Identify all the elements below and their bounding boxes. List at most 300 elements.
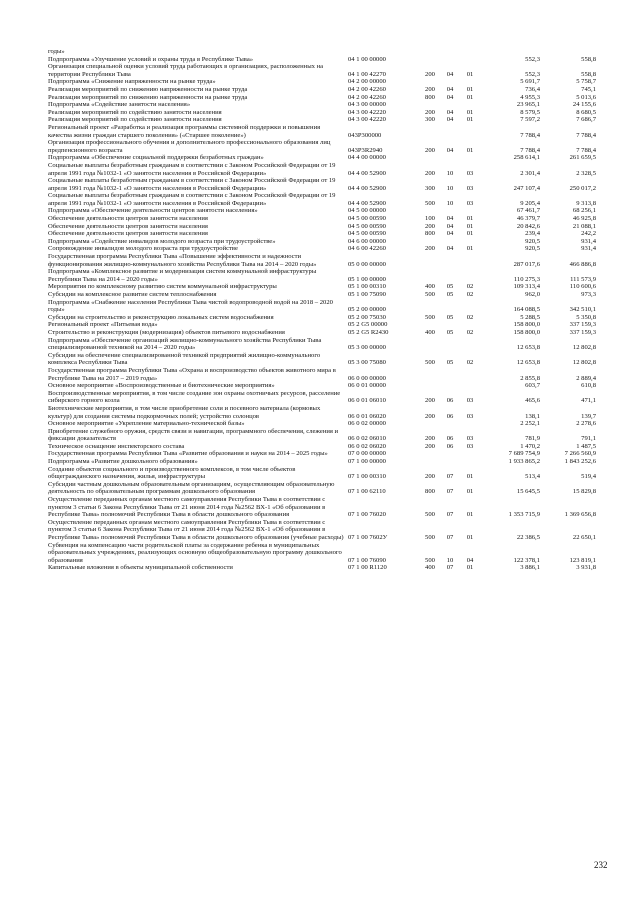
row-target-code: 07 1 00 00000	[348, 458, 386, 466]
row-amount-2021: 250 017,2	[569, 184, 596, 192]
row-section: 10	[446, 184, 454, 192]
row-amount-2021: 558,8	[581, 55, 596, 63]
row-name: Реализация мероприятий по содействию занятости населения	[48, 108, 222, 116]
row-amount-2020: 513,4	[525, 473, 540, 481]
row-section: 07	[446, 511, 454, 519]
table-row	[48, 519, 616, 542]
row-target-code: 04 3 00 42220	[348, 108, 386, 116]
row-expense-type: 400	[425, 564, 435, 572]
row-target-code: 04 4 00 52900	[348, 199, 386, 207]
budget-table	[48, 48, 616, 572]
table-row	[48, 109, 616, 117]
table-row	[48, 564, 616, 572]
row-amount-2020: 5 691,7	[520, 78, 540, 86]
table-row	[48, 542, 616, 565]
row-name: Осуществление переданных органам местного самоуправления Республики Тыва в соответствии с пунктом 3 статьи 6 Закона Республики Тыва от 21 июня 2014 года №2562 ВХ-1 «Об образовании в Республике Тыва» полномочий Республики Тыва в области дошкольного образования	[48, 496, 326, 519]
row-target-code: 06 0 00 00000	[348, 374, 386, 382]
row-expense-type: 200	[425, 222, 435, 230]
row-section: 04	[446, 108, 454, 116]
row-section: 04	[446, 215, 454, 223]
row-subsection: 03	[466, 397, 474, 405]
row-amount-2021: 46 925,8	[572, 215, 596, 223]
table-row	[48, 230, 616, 238]
row-target-code: 04 2 00 42260	[348, 93, 386, 101]
row-section: 06	[446, 397, 454, 405]
row-name: Биотехнические мероприятия, в том числе приобретение соли и посевного материала (кормовых культур) для создания системы подкормочных полей; устройство солонцов	[48, 404, 321, 420]
row-section: 05	[446, 283, 454, 291]
table-row	[48, 63, 616, 78]
row-subsection: 02	[466, 359, 474, 367]
row-name: Основное мероприятие «Укрепление материально-технической базы»	[48, 420, 245, 428]
row-name: Субсидии на комплексное развитие систем теплоснабжения	[48, 291, 217, 298]
row-target-code: 07 1 00 76020	[348, 511, 386, 519]
row-amount-2021: 337 159,3	[569, 328, 596, 336]
row-amount-2021: 110 600,6	[569, 283, 596, 291]
row-name: Реализация мероприятий по снижению напряженности на рынке труда	[48, 85, 248, 93]
row-amount-2020: 2 252,1	[520, 420, 540, 428]
row-subsection: 01	[466, 245, 474, 253]
row-amount-2021: 337 159,3	[569, 321, 596, 329]
row-name: Социальные выплаты безработным гражданам в соответствии с Законом Российской Федерации от 19 апреля 1991 года №1032-1 «О занятости населения в Российской Федерации»	[48, 177, 336, 192]
row-amount-2020: 158 800,0	[513, 321, 540, 329]
row-section: 06	[446, 442, 454, 450]
row-name: Подпрограмма «Обеспечение деятельности центров занятости населения»	[48, 207, 258, 215]
table-row	[48, 299, 616, 314]
table-row	[48, 329, 616, 337]
row-expense-type: 300	[425, 116, 435, 124]
row-expense-type: 200	[425, 435, 435, 443]
row-subsection: 01	[466, 534, 474, 541]
row-amount-2021: 466 886,8	[569, 260, 596, 268]
row-target-code: 07 1 00 62110	[348, 488, 386, 496]
table-row	[48, 450, 616, 458]
row-subsection: 03	[466, 169, 474, 177]
row-amount-2020: 164 088,5	[513, 306, 540, 314]
row-amount-2021: 1 487,5	[576, 442, 596, 450]
row-expense-type: 200	[425, 85, 435, 93]
row-expense-type: 200	[425, 108, 435, 116]
row-target-code: 04 5 00 00590	[348, 222, 386, 230]
row-amount-2020: 7 689 754,9	[508, 450, 540, 458]
row-section: 06	[446, 412, 454, 420]
row-target-code: 07 1 00 00310	[348, 473, 386, 481]
row-amount-2020: 603,7	[525, 382, 540, 390]
row-amount-2020: 465,6	[525, 397, 540, 405]
row-target-code: 05 1 00 00000	[348, 275, 386, 283]
row-name: Обеспечение деятельности центров занятости населения	[48, 222, 208, 230]
row-section: 05	[446, 328, 454, 336]
row-target-code: 04 6 00 00000	[348, 237, 386, 245]
row-section: 10	[446, 199, 454, 207]
row-target-code: 04 1 00 42270	[348, 70, 386, 78]
table-row	[48, 496, 616, 519]
row-section: 07	[446, 534, 454, 541]
table-row	[48, 253, 616, 268]
row-name: Субсидии на обеспечение специализированной техникой предприятий жилищно-коммунального комплекса Республики Тыва	[48, 351, 321, 367]
table-row	[48, 48, 616, 56]
table-row	[48, 390, 616, 405]
row-section: 06	[446, 435, 454, 443]
row-expense-type: 500	[425, 511, 435, 519]
row-target-code: 07 1 00 7602У	[348, 534, 388, 541]
table-row	[48, 268, 616, 283]
row-amount-2021: 15 829,8	[572, 488, 596, 496]
row-amount-2021: 7 788,4	[576, 146, 596, 154]
row-amount-2020: 22 386,5	[516, 534, 540, 541]
table-row	[48, 101, 616, 109]
table-row	[48, 405, 616, 420]
row-amount-2021: 2 889,4	[576, 374, 596, 382]
row-subsection: 03	[466, 412, 474, 420]
row-expense-type: 500	[425, 291, 435, 298]
row-amount-2020: 122 378,1	[513, 556, 540, 564]
row-subsection: 01	[466, 222, 474, 230]
row-amount-2020: 8 579,5	[520, 108, 540, 116]
table-row	[48, 223, 616, 231]
row-target-code: 043P300000	[348, 131, 382, 139]
row-target-code: 06 0 02 06020	[348, 442, 386, 450]
row-expense-type: 400	[425, 328, 435, 336]
row-amount-2020: 247 107,4	[513, 184, 540, 192]
row-name: Реализация мероприятий по снижению напряженности на рынке труда	[48, 93, 248, 101]
row-section: 05	[446, 313, 454, 321]
row-target-code: 06 0 01 06020	[348, 412, 386, 420]
table-row	[48, 124, 616, 139]
row-amount-2021: 5 350,8	[576, 313, 596, 321]
row-subsection: 02	[466, 328, 474, 336]
row-amount-2021: 2 328,5	[576, 169, 596, 177]
row-subsection: 02	[466, 291, 474, 298]
row-amount-2020: 7 788,4	[520, 131, 540, 139]
row-amount-2020: 46 379,7	[516, 215, 540, 223]
row-target-code: 07 1 00 R1120	[348, 564, 387, 572]
row-subsection: 01	[466, 116, 474, 124]
row-amount-2021: 791,1	[581, 435, 596, 443]
row-target-code: 05 2 00 75030	[348, 313, 386, 321]
table-row	[48, 86, 616, 94]
row-amount-2021: 68 256,1	[572, 207, 596, 215]
row-expense-type: 500	[425, 556, 435, 564]
row-target-code: 04 2 00 00000	[348, 78, 386, 86]
row-section: 04	[446, 116, 454, 124]
row-amount-2021: 2 278,6	[576, 420, 596, 428]
row-name: Создание объектов социального и производственного комплексов, в том числе объектов общегражданского назначения, жилья, инфраструктуры	[48, 465, 296, 481]
row-amount-2021: 111 573,9	[570, 275, 596, 283]
row-name: Подпрограмма «Обеспечение социальной поддержки безработных граждан»	[48, 154, 264, 162]
row-name: Подпрограмма «Развитие дошкольного образования»	[48, 458, 198, 466]
row-amount-2021: 3 931,8	[576, 564, 596, 572]
row-amount-2020: 158 800,0	[513, 328, 540, 336]
row-target-code: 06 0 02 00000	[348, 420, 386, 428]
row-target-code: 04 3 00 42220	[348, 116, 386, 124]
row-target-code: 05 2 G5 00000	[348, 321, 388, 329]
row-section: 05	[446, 359, 454, 367]
row-subsection: 03	[466, 199, 474, 207]
row-expense-type: 500	[425, 359, 435, 367]
row-amount-2021: 519,4	[581, 473, 596, 481]
row-name: Основное мероприятие «Воспроизводственные и биотехнические мероприятия»	[48, 382, 275, 390]
table-row	[48, 481, 616, 496]
row-expense-type: 500	[425, 534, 435, 541]
row-name: Организация профессионального обучения и дополнительного профессионального образования лиц предпенсионного возраста	[48, 139, 331, 154]
row-amount-2020: 2 855,8	[520, 374, 540, 382]
row-amount-2021: 5 758,7	[576, 78, 596, 86]
row-amount-2021: 558,8	[581, 70, 596, 78]
table-row	[48, 458, 616, 466]
row-name: Региональный проект «Разработка и реализация программы системной поддержки и повышения качества жизни граждан старшего поколения» («Старшее поколение»)	[48, 123, 321, 139]
row-target-code: 04 4 00 52900	[348, 184, 386, 192]
row-expense-type: 300	[425, 184, 435, 192]
row-amount-2020: 239,4	[525, 230, 540, 238]
row-expense-type: 500	[425, 199, 435, 207]
table-row	[48, 162, 616, 177]
row-amount-2020: 1 470,2	[520, 442, 540, 450]
row-name: Воспроизводственные мероприятия, в том числе создание зон охраны охотничьих ресурсов, расселение сибирского горного козла	[48, 389, 341, 405]
table-row	[48, 428, 616, 443]
row-name: Организация специальной оценки условий труда работающих в организациях, расположенных на территории Республики Тыва	[48, 63, 324, 78]
table-row	[48, 154, 616, 162]
table-row	[48, 238, 616, 246]
row-section: 07	[446, 473, 454, 481]
row-name: Подпрограмма «Содействие занятости населения»	[48, 101, 191, 109]
row-amount-2021: 7 788,4	[576, 131, 596, 139]
row-subsection: 01	[466, 215, 474, 223]
row-subsection: 01	[466, 93, 474, 101]
row-target-code: 04 4 00 00000	[348, 154, 386, 162]
row-target-code: 06 0 02 06010	[348, 435, 386, 443]
table-row	[48, 291, 616, 299]
row-amount-2020: 920,5	[525, 237, 540, 245]
row-subsection: 01	[466, 70, 474, 78]
row-amount-2020: 920,5	[525, 245, 540, 253]
row-amount-2021: 1 843 252,6	[564, 458, 596, 466]
row-amount-2021: 12 802,8	[572, 344, 596, 352]
row-amount-2020: 12 653,8	[516, 359, 540, 367]
row-section: 07	[446, 488, 454, 496]
row-amount-2021: 242,2	[581, 230, 596, 238]
table-row	[48, 420, 616, 428]
row-subsection: 04	[466, 556, 474, 564]
row-amount-2020: 287 017,6	[513, 260, 540, 268]
row-name: Строительство и реконструкция (модернизация) объектов питьевого водоснабжения	[48, 328, 285, 336]
row-amount-2021: 22 650,1	[572, 534, 596, 541]
row-expense-type: 200	[425, 442, 435, 450]
table-row	[48, 139, 616, 154]
row-expense-type: 200	[425, 473, 435, 481]
row-amount-2021: 12 802,8	[572, 359, 596, 367]
row-amount-2020: 962,0	[525, 291, 540, 298]
row-name: Субсидии на строительство и реконструкцию локальных систем водоснабжения	[48, 313, 274, 321]
row-amount-2020: 138,1	[525, 412, 540, 420]
row-name: Подпрограмма «Улучшение условий и охраны труда в Республике Тыва»	[48, 55, 254, 63]
row-target-code: 05 0 00 00000	[348, 260, 386, 268]
row-amount-2020: 67 461,7	[516, 207, 540, 215]
row-subsection: 01	[466, 564, 474, 572]
row-amount-2020: 20 842,6	[516, 222, 540, 230]
row-subsection: 01	[466, 230, 474, 238]
row-target-code: 05 1 00 75090	[348, 291, 386, 298]
row-section: 04	[446, 230, 454, 238]
row-expense-type: 200	[425, 146, 435, 154]
row-subsection: 03	[466, 442, 474, 450]
table-row	[48, 367, 616, 382]
row-amount-2021: 931,4	[581, 237, 596, 245]
table-row	[48, 283, 616, 291]
table-row	[48, 443, 616, 451]
row-name: Социальные выплаты безработным гражданам в соответствии с Законом Российской Федерации от 19 апреля 1991 года №1032-1 «О занятости населения в Российской Федерации»	[48, 192, 336, 207]
table-row	[48, 78, 616, 86]
row-amount-2021: 21 088,1	[572, 222, 596, 230]
row-expense-type: 200	[425, 245, 435, 253]
row-amount-2021: 745,1	[581, 85, 596, 93]
table-row	[48, 192, 616, 207]
row-expense-type: 200	[425, 397, 435, 405]
row-section: 04	[446, 146, 454, 154]
row-section: 10	[446, 556, 454, 564]
row-name: Обеспечение деятельности центров занятости населения	[48, 215, 208, 223]
row-name: Государственная программа Республики Тыва «Повышение эффективности и надежности функционирования жилищно-коммунального хозяйства Республики Тыва на 2014 – 2020 годы»	[48, 253, 317, 268]
row-expense-type: 400	[425, 283, 435, 291]
row-amount-2020: 7 788,4	[520, 146, 540, 154]
row-name: Реализация мероприятий по содействию занятости населения	[48, 116, 222, 124]
row-amount-2020: 1 933 865,2	[508, 458, 540, 466]
row-amount-2021: 139,7	[581, 412, 596, 420]
row-section: 04	[446, 70, 454, 78]
row-name: Государственная программа Республики Тыва «Охрана и воспроизводство объектов животного мира в Республике Тыва на 2017 – 2019 годы»	[48, 366, 336, 382]
row-subsection: 03	[466, 184, 474, 192]
row-amount-2020: 12 653,8	[516, 344, 540, 352]
row-expense-type: 200	[425, 169, 435, 177]
table-row	[48, 382, 616, 390]
row-name: Капитальные вложения в объекты муниципальной собственности	[48, 564, 233, 572]
row-target-code: 05 2 00 00000	[348, 306, 386, 314]
row-amount-2020: 3 886,1	[520, 564, 540, 572]
row-amount-2021: 7 686,7	[576, 116, 596, 124]
row-target-code: 043P3R2940	[348, 146, 383, 154]
row-name: Субвенция на компенсацию части родительской платы за содержание ребенка в муниципальных образовательных учреждениях, реализующих основную общеобразовательную программу дошкольного образования	[48, 541, 342, 564]
table-row	[48, 466, 616, 481]
row-name: Субсидии частным дошкольным образовательным организациям, осуществляющим образовательную деятельность по образовательным программам дошкольного образования	[48, 480, 335, 496]
row-amount-2020: 2 301,4	[520, 169, 540, 177]
row-section: 04	[446, 245, 454, 253]
row-subsection: 01	[466, 511, 474, 519]
row-name: Техническое оснащение инспекторского состава	[48, 442, 185, 450]
row-amount-2021: 9 313,8	[576, 199, 596, 207]
row-amount-2021: 7 266 560,9	[564, 450, 596, 458]
row-amount-2020: 4 955,3	[520, 93, 540, 101]
row-amount-2020: 552,3	[525, 55, 540, 63]
table-row	[48, 56, 616, 64]
row-name: Подпрограмма «Снабжение населения Республики Тыва чистой водопроводной водой на 2018 – 2020 годы»	[48, 298, 333, 314]
row-expense-type: 200	[425, 70, 435, 78]
row-amount-2020: 110 275,3	[513, 275, 540, 283]
row-target-code: 04 5 00 00590	[348, 215, 386, 223]
row-name: Подпрограмма «Содействие инвалидов молодого возраста при трудоустройстве»	[48, 237, 276, 245]
row-subsection: 01	[466, 85, 474, 93]
row-target-code: 04 2 00 42260	[348, 85, 386, 93]
row-expense-type: 100	[425, 215, 435, 223]
table-row	[48, 314, 616, 322]
row-name: Региональный проект «Питьевая вода»	[48, 321, 158, 329]
row-name: Подпрограмма «Снижение напряженности на рынке труда»	[48, 78, 216, 86]
row-section: 10	[446, 169, 454, 177]
row-subsection: 01	[466, 488, 474, 496]
row-target-code: 07 0 00 00000	[348, 450, 386, 458]
row-target-code: 05 3 00 75080	[348, 359, 386, 367]
table-row	[48, 352, 616, 367]
table-row	[48, 245, 616, 253]
page-number: 232	[594, 860, 608, 870]
row-subsection: 03	[466, 435, 474, 443]
row-amount-2021: 261 659,5	[569, 154, 596, 162]
row-subsection: 01	[466, 108, 474, 116]
row-name: Приобретение служебного оружия, средств связи и навигации, программного обеспечения, слежения и фиксации доказательств	[48, 427, 339, 443]
row-amount-2021: 931,4	[581, 245, 596, 253]
row-amount-2020: 781,9	[525, 435, 540, 443]
row-target-code: 06 0 01 06010	[348, 397, 386, 405]
row-target-code: 04 1 00 00000	[348, 55, 386, 63]
table-row	[48, 207, 616, 215]
row-target-code: 04 6 00 42260	[348, 245, 386, 253]
row-amount-2021: 342 510,1	[569, 306, 596, 314]
row-expense-type: 800	[425, 488, 435, 496]
row-subsection: 02	[466, 313, 474, 321]
row-subsection: 01	[466, 146, 474, 154]
row-amount-2021: 5 013,6	[576, 93, 596, 101]
row-section: 07	[446, 564, 454, 572]
table-row	[48, 116, 616, 124]
row-amount-2021: 610,8	[581, 382, 596, 390]
table-row	[48, 337, 616, 352]
row-amount-2020: 258 614,1	[513, 154, 540, 162]
row-name: Обеспечение деятельности центров занятости населения	[48, 230, 208, 238]
row-amount-2020: 23 965,1	[516, 101, 540, 109]
row-name: Осуществление переданных органам местного самоуправления Республики Тыва в соответствии с пунктом 3 статьи 6 Закона Республики Тыва от 21 июня 2014 года №2562 ВХ-1 «Об образовании в Республике Тыва» полномочий Республики Тыва в области дошкольного образования (учебные расходы)	[48, 518, 344, 541]
row-target-code: 04 5 00 00590	[348, 230, 386, 238]
row-amount-2020: 736,4	[525, 85, 540, 93]
row-amount-2021: 123 819,1	[569, 556, 596, 564]
row-name: Государственная программа Республики Тыва «Развитие образования и науки на 2014 – 2025 годы»	[48, 450, 328, 458]
row-name: годы»	[48, 48, 65, 55]
row-target-code: 05 3 00 00000	[348, 344, 386, 352]
row-name: Сопровождение инвалидов молодого возраста при трудоустройстве	[48, 245, 238, 253]
row-expense-type: 800	[425, 230, 435, 238]
row-amount-2020: 552,3	[525, 70, 540, 78]
row-amount-2020: 5 288,5	[520, 313, 540, 321]
row-name: Мероприятия по комплексному развитию систем коммунальной инфраструктуры	[48, 283, 277, 291]
row-section: 05	[446, 291, 454, 298]
row-amount-2020: 15 645,5	[516, 488, 540, 496]
row-amount-2020: 9 205,4	[520, 199, 540, 207]
row-amount-2021: 1 369 656,8	[564, 511, 596, 519]
row-amount-2021: 24 155,6	[572, 101, 596, 109]
table-row	[48, 94, 616, 102]
row-expense-type: 500	[425, 313, 435, 321]
row-amount-2020: 1 353 715,9	[508, 511, 540, 519]
row-name: Социальные выплаты безработным гражданам в соответствии с Законом Российской Федерации от 19 апреля 1991 года №1032-1 «О занятости населения в Российской Федерации»	[48, 161, 336, 177]
row-target-code: 07 1 00 76090	[348, 556, 386, 564]
row-target-code: 04 3 00 00000	[348, 101, 386, 109]
row-target-code: 05 2 G5 R2430	[348, 328, 389, 336]
row-target-code: 06 0 01 00000	[348, 382, 386, 390]
row-target-code: 04 5 00 00000	[348, 207, 386, 215]
row-subsection: 02	[466, 283, 474, 291]
row-amount-2021: 471,1	[581, 397, 596, 405]
table-row	[48, 321, 616, 329]
row-target-code: 05 1 00 00310	[348, 283, 386, 291]
row-section: 04	[446, 85, 454, 93]
row-amount-2021: 8 680,5	[576, 108, 596, 116]
